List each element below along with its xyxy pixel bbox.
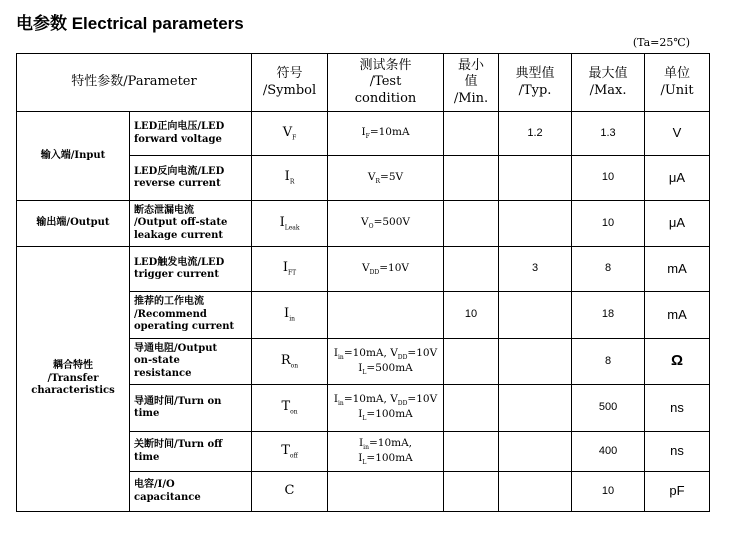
table-row — [17, 247, 710, 292]
test-condition-cell: $I_F=10mA$ — [328, 112, 444, 156]
symbol-cell: C — [252, 472, 328, 512]
parameter-cell: LED反向电流/LED reverse current — [130, 156, 252, 201]
symbol-cell: $I_{in}$ — [252, 292, 328, 339]
unit-cell: mA — [645, 247, 710, 292]
test-condition-cell: $V_O=500V$ — [328, 201, 444, 247]
typ-value-cell — [499, 385, 572, 432]
electrical-parameters-table — [16, 53, 710, 512]
group-input: 输入端/Input — [17, 112, 130, 201]
typ-value-cell — [499, 201, 572, 247]
parameter-cell: 断态泄漏电流 /Output off-state leakage current — [130, 201, 252, 247]
max-value-cell: 500 — [572, 385, 645, 432]
test-condition-cell: $I_{in}=10mA$, $V_{DD}=10V$ $I_L=100mA$ — [328, 385, 444, 432]
typ-value-cell — [499, 292, 572, 339]
max-value-cell: 400 — [572, 432, 645, 472]
symbol-cell: $I_{FT}$ — [252, 247, 328, 292]
parameter-cell: 导通电阻/Output on-state resistance — [130, 339, 252, 385]
symbol-cell: $I_R$ — [252, 156, 328, 201]
min-value-cell — [444, 339, 499, 385]
typ-value-cell — [499, 156, 572, 201]
max-value-cell: 8 — [572, 339, 645, 385]
parameter-cell: 电容/I/O capacitance — [130, 472, 252, 512]
header-parameter: 特性参数/Parameter — [17, 54, 252, 112]
test-condition-cell: $I_{in}=10mA$, $I_L=100mA$ — [328, 432, 444, 472]
header-test-condition: 测试条件 /Test condition — [328, 54, 444, 112]
max-value-cell: 18 — [572, 292, 645, 339]
unit-cell: ns — [645, 385, 710, 432]
group-output: 输出端/Output — [17, 201, 130, 247]
typ-value-cell: 3 — [499, 247, 572, 292]
typ-value-cell — [499, 472, 572, 512]
max-value-cell: 8 — [572, 247, 645, 292]
unit-cell: mA — [645, 292, 710, 339]
symbol-cell: $R_{on}$ — [252, 339, 328, 385]
typ-value-cell — [499, 339, 572, 385]
max-value-cell: 10 — [572, 472, 645, 512]
test-temperature-note: (Ta=25℃) — [632, 36, 690, 49]
unit-cell: ns — [645, 432, 710, 472]
parameter-cell: 导通时间/Turn on time — [130, 385, 252, 432]
symbol-cell: $T_{off}$ — [252, 432, 328, 472]
min-value-cell — [444, 201, 499, 247]
max-value-cell: 1.3 — [572, 112, 645, 156]
unit-cell: pF — [645, 472, 710, 512]
header-symbol: 符号 /Symbol — [252, 54, 328, 112]
min-value-cell — [444, 247, 499, 292]
min-value-cell — [444, 472, 499, 512]
parameter-cell: 关断时间/Turn off time — [130, 432, 252, 472]
header-min: 最小 值 /Min. — [444, 54, 499, 112]
test-condition-cell: $V_R=5V$ — [328, 156, 444, 201]
table-row — [17, 201, 710, 247]
test-condition-cell: $I_{in}=10mA$, $V_{DD}=10V$ $I_L=500mA$ — [328, 339, 444, 385]
min-value-cell: 10 — [444, 292, 499, 339]
parameter-cell: LED正向电压/LED forward voltage — [130, 112, 252, 156]
min-value-cell — [444, 156, 499, 201]
max-value-cell: 10 — [572, 201, 645, 247]
page-title: 电参数 Electrical parameters — [16, 14, 244, 33]
parameter-cell: LED触发电流/LED trigger current — [130, 247, 252, 292]
header-unit: 单位 /Unit — [645, 54, 710, 112]
max-value-cell: 10 — [572, 156, 645, 201]
header-row — [17, 54, 710, 112]
min-value-cell — [444, 385, 499, 432]
unit-cell: μA — [645, 201, 710, 247]
unit-cell: μA — [645, 156, 710, 201]
symbol-cell: $I_{Leak}$ — [252, 201, 328, 247]
header-max: 最大值 /Max. — [572, 54, 645, 112]
typ-value-cell — [499, 432, 572, 472]
min-value-cell — [444, 432, 499, 472]
table-row — [17, 112, 710, 156]
unit-cell: Ω — [645, 339, 710, 385]
symbol-cell: $T_{on}$ — [252, 385, 328, 432]
test-condition-cell — [328, 292, 444, 339]
test-condition-cell: $V_{DD}=10V$ — [328, 247, 444, 292]
group-transfer: 耦合特性 /Transfer characteristics — [17, 247, 130, 512]
typ-value-cell: 1.2 — [499, 112, 572, 156]
header-typ: 典型值 /Typ. — [499, 54, 572, 112]
test-condition-cell — [328, 472, 444, 512]
parameter-cell: 推荐的工作电流 /Recommend operating current — [130, 292, 252, 339]
min-value-cell — [444, 112, 499, 156]
symbol-cell: $V_F$ — [252, 112, 328, 156]
unit-cell: V — [645, 112, 710, 156]
